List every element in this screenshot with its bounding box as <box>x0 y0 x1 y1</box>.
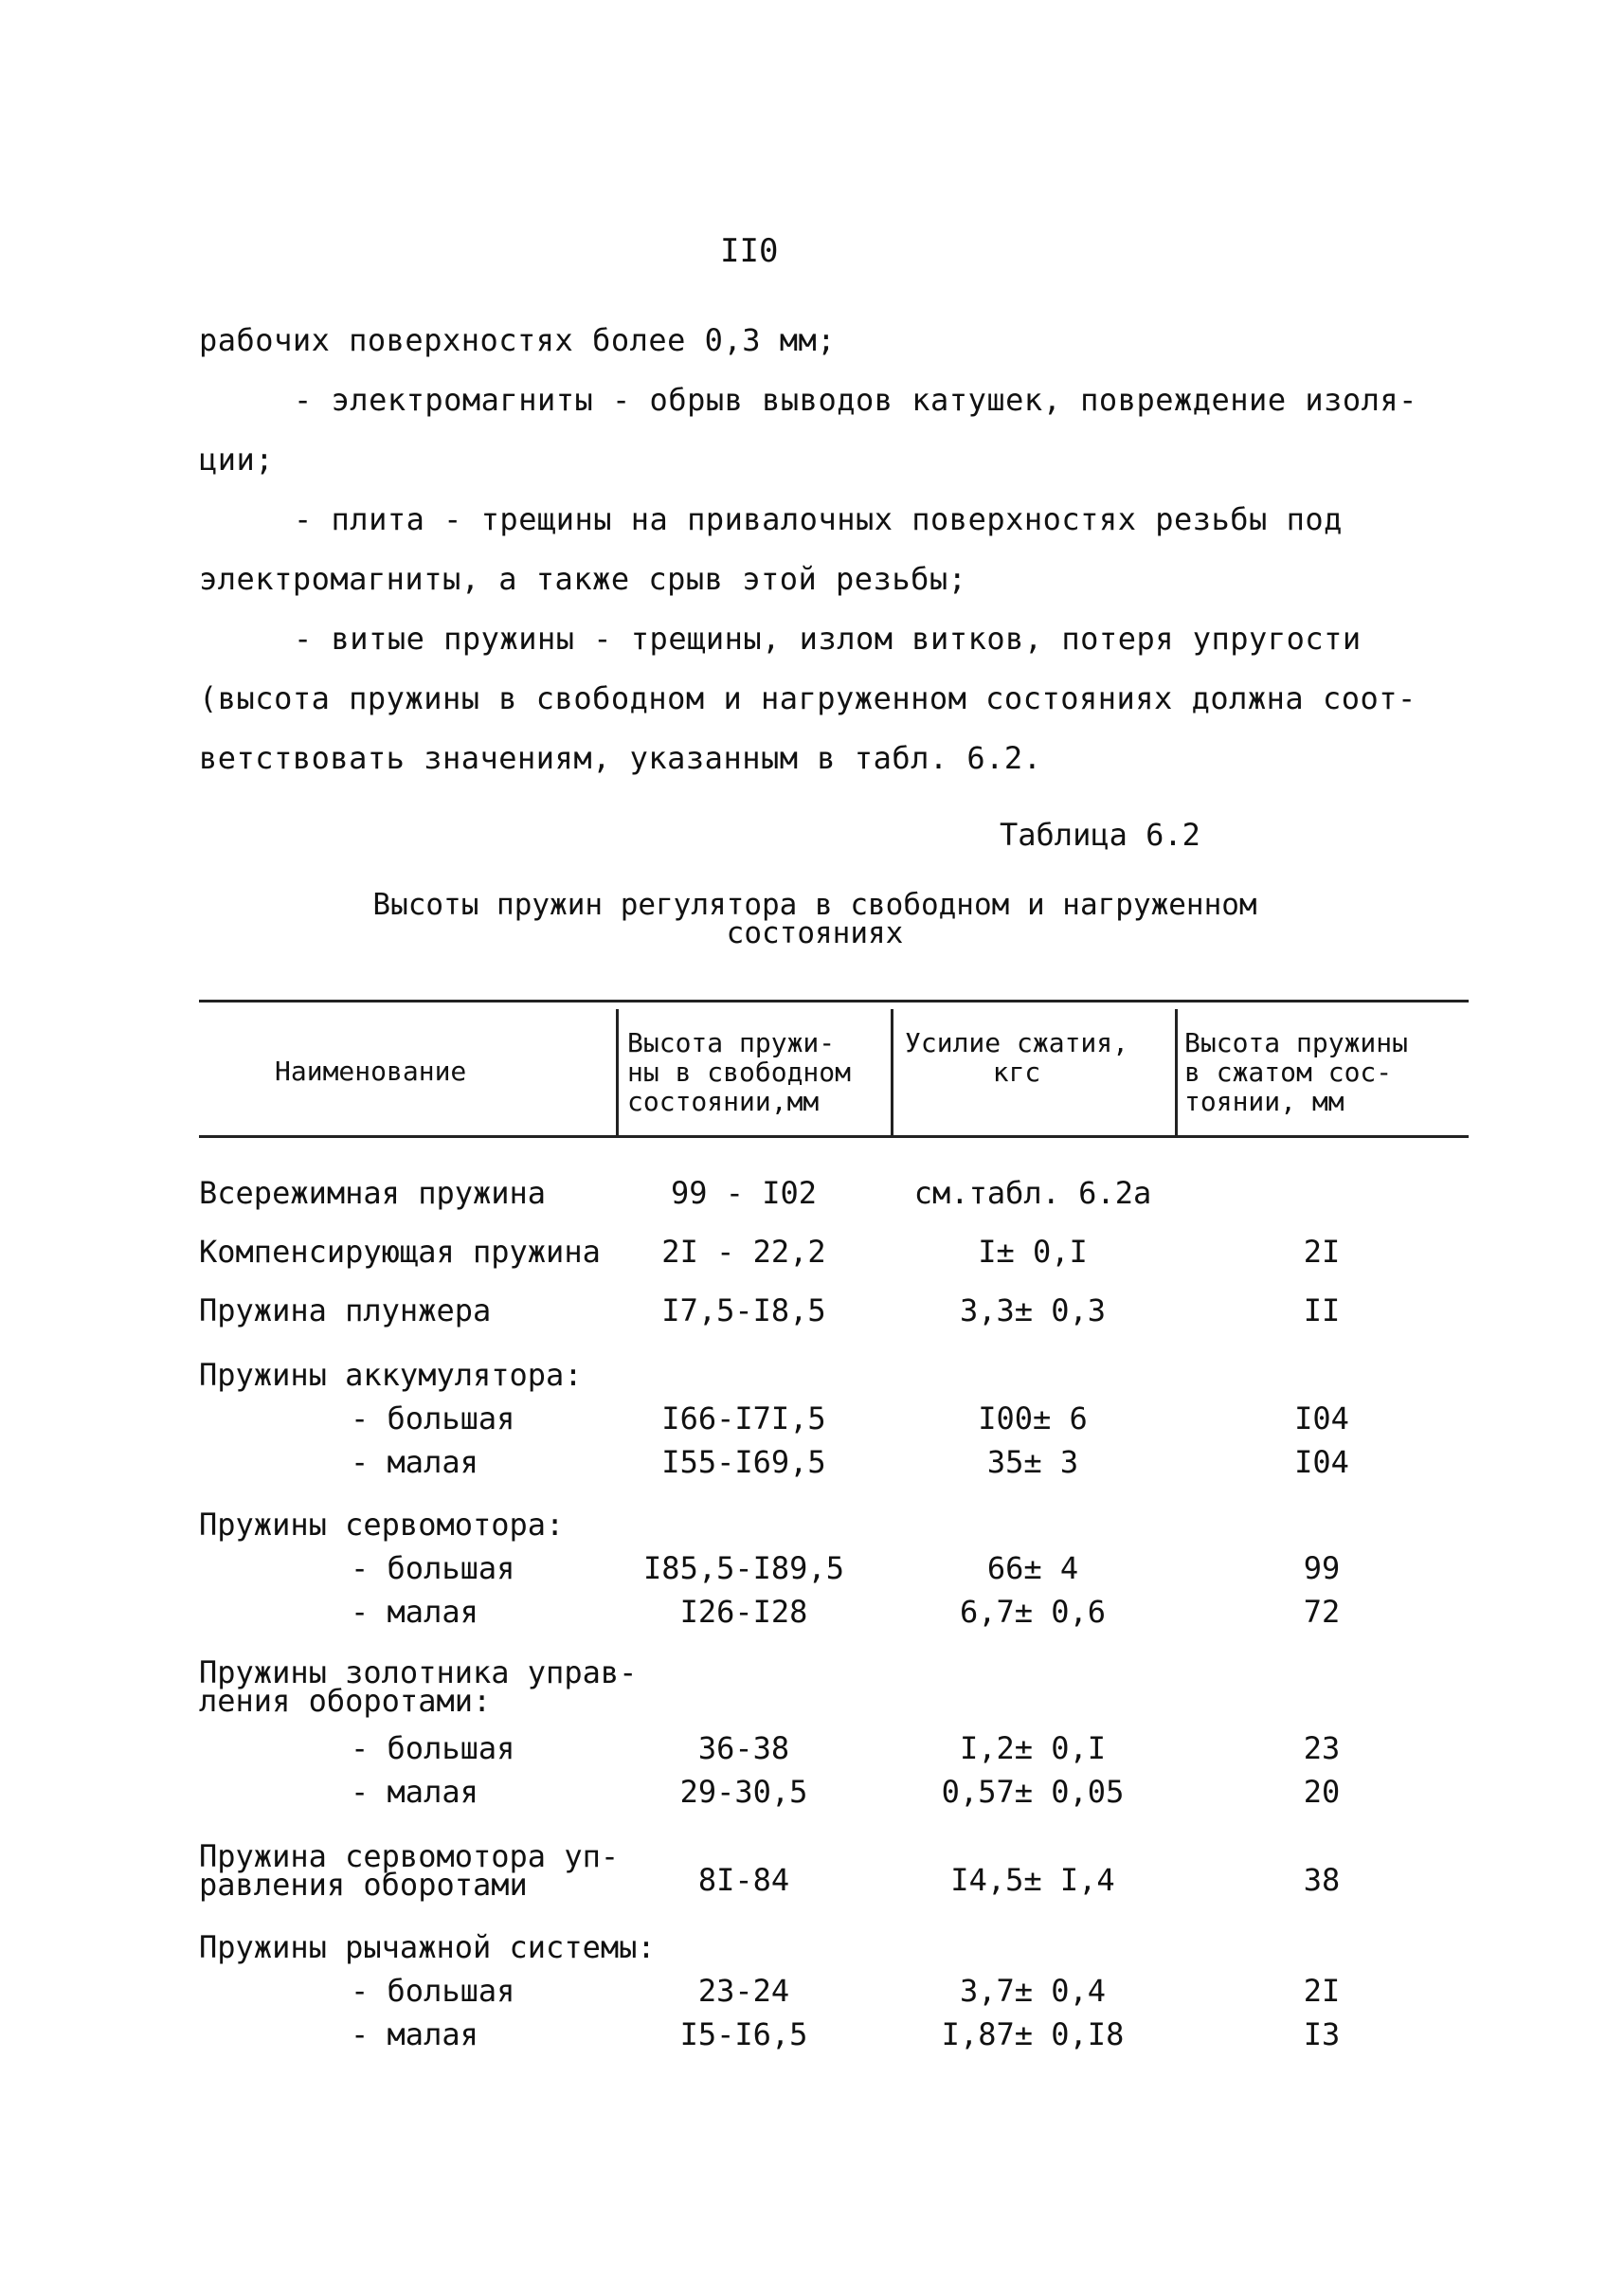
row-compressed-height: 2I <box>1303 1973 1341 2009</box>
table-top-rule <box>199 1000 1469 1002</box>
row-compressed-height: 20 <box>1303 1774 1341 1810</box>
row-name: - большая <box>351 1730 515 1766</box>
row-free-height: I55-I69,5 <box>661 1444 826 1480</box>
paragraph-line: - витые пружины - трещины, излом витков, потеря упругости <box>294 621 1362 657</box>
row-name: - малая <box>351 1774 478 1810</box>
row-force: 6,7± 0,6 <box>959 1594 1107 1630</box>
row-name: - малая <box>351 1594 478 1630</box>
row-free-height: 23-24 <box>697 1973 790 2009</box>
header-compressed-height: Высота пружины в сжатом сос- тоянии, мм <box>1184 1027 1409 1117</box>
paragraph-line: электромагниты, а также срыв этой резьбы; <box>199 561 967 597</box>
row-free-height: 99 - I02 <box>670 1175 818 1211</box>
row-compressed-height: I04 <box>1294 1444 1349 1480</box>
row-force: 35± 3 <box>986 1444 1079 1480</box>
row-compressed-height: I04 <box>1294 1400 1349 1436</box>
row-free-height: I66-I7I,5 <box>661 1400 826 1436</box>
table-header-rule <box>199 1135 1469 1138</box>
row-free-height: 29-30,5 <box>679 1774 808 1810</box>
row-name: Пружины золотника управ- ления оборотами: <box>199 1654 638 1719</box>
row-force: 0,57± 0,05 <box>941 1774 1125 1810</box>
page-number: II0 <box>720 232 779 270</box>
row-free-height: 2I - 22,2 <box>661 1234 826 1270</box>
row-name: Пружины рычажной системы: <box>199 1929 656 1965</box>
row-force: I00± 6 <box>978 1400 1088 1436</box>
row-name: Пружины аккумулятора: <box>199 1357 583 1393</box>
row-name: Пружина плунжера <box>199 1292 492 1328</box>
row-name: - большая <box>351 1973 515 2009</box>
row-force: см.табл. 6.2а <box>913 1175 1152 1211</box>
row-free-height: I5-I6,5 <box>679 2016 808 2052</box>
row-compressed-height: 72 <box>1303 1594 1341 1630</box>
row-name: Компенсирующая пружина <box>199 1234 601 1270</box>
header-name: Наименование <box>275 1056 467 1087</box>
row-compressed-height: I3 <box>1303 2016 1341 2052</box>
paragraph-line: ции; <box>199 442 275 478</box>
header-force: Усилие сжатия, кгс <box>905 1027 1129 1088</box>
row-compressed-height: 99 <box>1303 1550 1341 1586</box>
header-divider <box>891 1009 893 1137</box>
row-free-height: I26-I28 <box>679 1594 808 1630</box>
row-name: Пружина сервомотора уп- равления оборотами <box>199 1838 620 1903</box>
row-free-height: 36-38 <box>697 1730 790 1766</box>
row-name: - большая <box>351 1550 515 1586</box>
row-force: 66± 4 <box>986 1550 1079 1586</box>
header-divider <box>1175 1009 1178 1137</box>
row-compressed-height: 23 <box>1303 1730 1341 1766</box>
paragraph-line: (высота пружины в свободном и нагруженном состояниях должна соот- <box>199 680 1416 716</box>
paragraph-line: ветствовать значениям, указанным в табл. 6.2. <box>199 740 1042 776</box>
row-name: Всережимная пружина <box>199 1175 547 1211</box>
paragraph-line: - плита - трещины на привалочных поверхностях резьбы под <box>294 501 1343 537</box>
row-force: 3,3± 0,3 <box>959 1292 1107 1328</box>
row-name: - малая <box>351 1444 478 1480</box>
row-force: I,2± 0,I <box>959 1730 1107 1766</box>
row-free-height: I7,5-I8,5 <box>661 1292 826 1328</box>
row-force: I,87± 0,I8 <box>941 2016 1125 2052</box>
paragraph-line: рабочих поверхностях более 0,3 мм; <box>199 322 837 358</box>
paragraph-line: - электромагниты - обрыв выводов катушек, повреждение изоля- <box>294 382 1417 418</box>
table-title: Высоты пружин регулятора в свободном и нагруженном состояниях <box>372 888 1257 950</box>
row-compressed-height: 38 <box>1303 1862 1341 1898</box>
row-compressed-height: 2I <box>1303 1234 1341 1270</box>
header-divider <box>616 1009 619 1137</box>
row-free-height: I85,5-I89,5 <box>643 1550 844 1586</box>
row-force: I4,5± I,4 <box>950 1862 1115 1898</box>
header-free-height: Высота пружи- ны в свободном состоянии,мм <box>627 1027 852 1117</box>
row-free-height: 8I-84 <box>697 1862 790 1898</box>
table-label: Таблица 6.2 <box>1000 817 1200 853</box>
row-force: I± 0,I <box>978 1234 1088 1270</box>
row-name: Пружины сервомотора: <box>199 1507 565 1543</box>
row-name: - малая <box>351 2016 478 2052</box>
row-compressed-height: II <box>1303 1292 1341 1328</box>
row-name: - большая <box>351 1400 515 1436</box>
row-force: 3,7± 0,4 <box>959 1973 1107 2009</box>
